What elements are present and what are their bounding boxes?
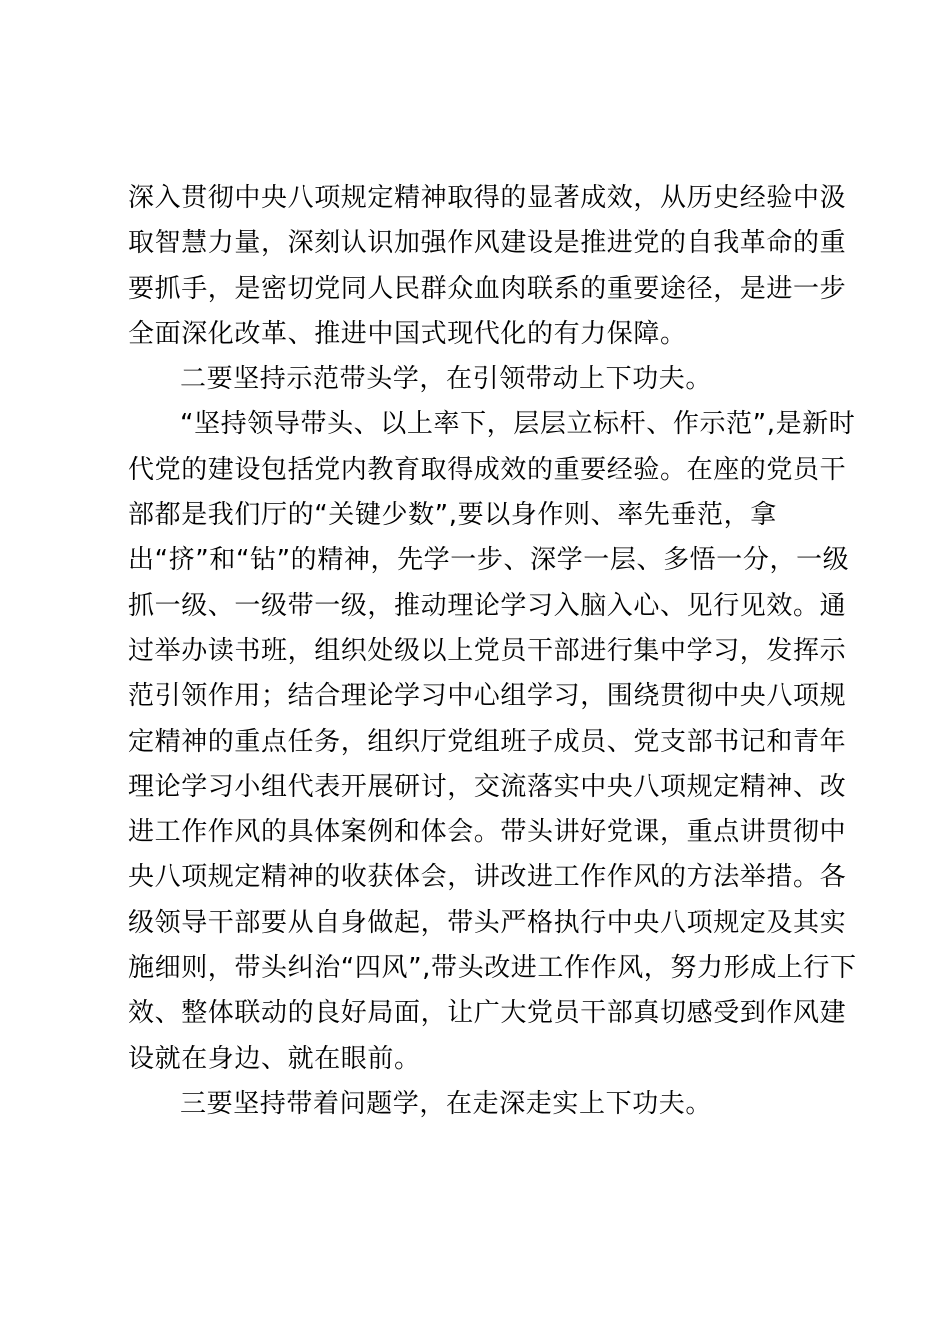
text-line: 抓一级、一级带一级，推动理论学习入脑入心、见行见效。通 bbox=[128, 590, 847, 621]
text-line: 进工作作风的具体案例和体会。带头讲好党课，重点讲贯彻中 bbox=[128, 817, 847, 848]
text-line: 要抓手，是密切党同人民群众血肉联系的重要途径，是进一步 bbox=[128, 273, 847, 304]
text-line: 效、整体联动的良好局面，让广大党员干部真切感受到作风建 bbox=[128, 998, 847, 1029]
text-line: 全面深化改革、推进中国式现代化的有力保障。 bbox=[128, 318, 687, 349]
text-line: 深入贯彻中央八项规定精神取得的显著成效，从历史经验中汲 bbox=[128, 183, 847, 213]
text-line: 出“挤”和“钻”的精神，先学一步、深学一层、多悟一分，一级 bbox=[128, 545, 850, 576]
text-line: 定精神的重点任务，组织厅党组班子成员、党支部书记和青年 bbox=[128, 726, 847, 757]
text-line: “坚持领导带头、以上率下，层层立标杆、作示范”,是新时 bbox=[180, 409, 856, 440]
text-line: 施细则，带头纠治“四风”,带头改进工作作风，努力形成上行下 bbox=[128, 953, 857, 984]
text-line: 范引领作用；结合理论学习中心组学习，围绕贯彻中央八项规 bbox=[128, 681, 847, 712]
text-line: 理论学习小组代表开展研讨，交流落实中央八项规定精神、改 bbox=[128, 771, 847, 802]
text-line: 过举办读书班，组织处级以上党员干部进行集中学习，发挥示 bbox=[128, 635, 847, 666]
text-line: 设就在身边、就在眼前。 bbox=[128, 1043, 421, 1074]
section-heading-2: 二要坚持示范带头学，在引领带动上下功夫。 bbox=[180, 364, 713, 395]
text-line: 部都是我们厅的“关键少数”,要以身作则、率先垂范，拿 bbox=[128, 500, 777, 531]
body-text bbox=[128, 176, 857, 1127]
text-line: 取智慧力量，深刻认识加强作风建设是推进党的自我革命的重 bbox=[128, 228, 847, 259]
section-heading-3: 三要坚持带着问题学，在走深走实上下功夫。 bbox=[180, 1088, 713, 1119]
text-line: 央八项规定精神的收获体会，讲改进工作作风的方法举措。各 bbox=[128, 862, 847, 893]
text-line: 级领导干部要从自身做起，带头严格执行中央八项规定及其实 bbox=[128, 907, 847, 938]
text-line: 代党的建设包括党内教育取得成效的重要经验。在座的党员干 bbox=[128, 454, 847, 485]
